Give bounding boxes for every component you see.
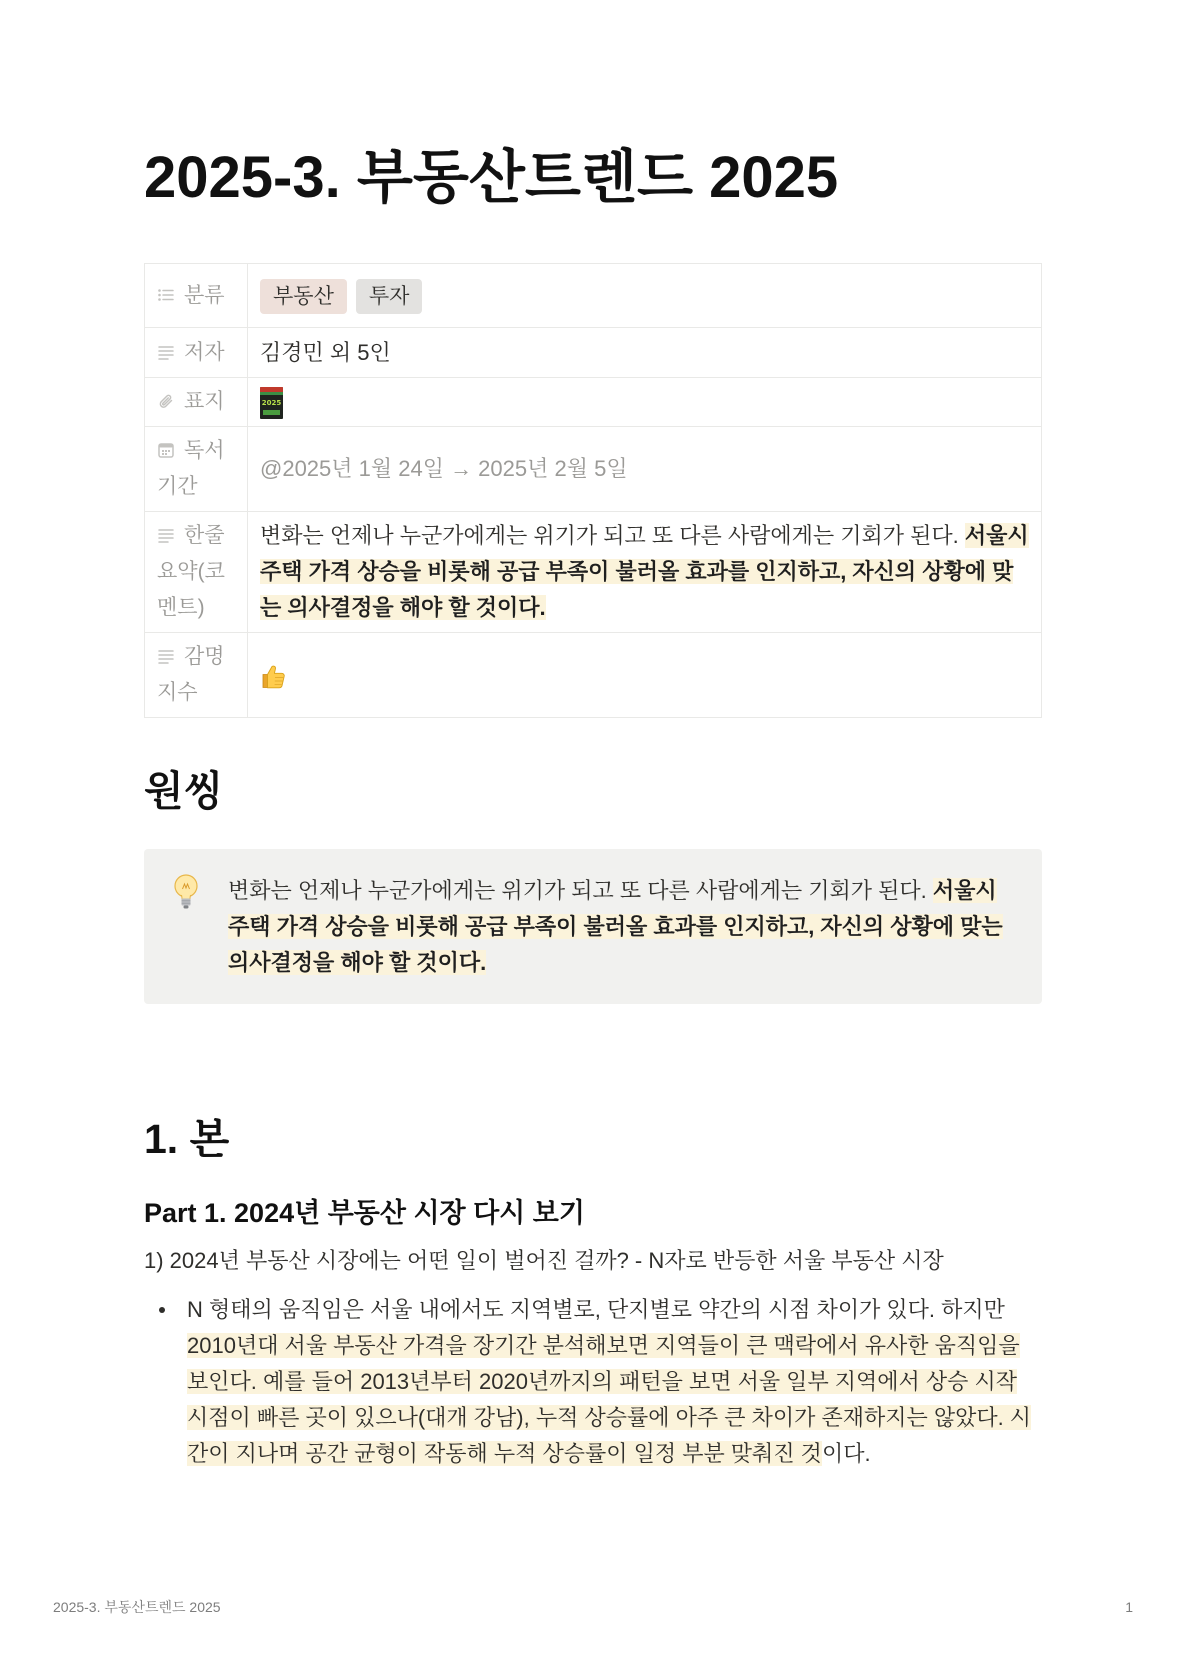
summary-plain-text: 변화는 언제나 누군가에게는 위기가 되고 또 다른 사람에게는 기회가 된다. [260,523,965,548]
question-paragraph: 1) 2024년 부동산 시장에는 어떤 일이 벌어진 걸까? - N자로 반등한 서울 부동산 시장 [144,1248,944,1273]
text-lines-icon [157,526,175,544]
footer-page-number: 1 [1125,1599,1133,1615]
one-thing-callout [144,849,1042,1004]
property-label-text: 표지 [184,390,225,413]
calendar-icon [157,441,175,459]
property-value-impression [248,633,1042,718]
text-lines-icon [157,647,175,665]
property-row-cover [145,378,1042,427]
text-lines-icon [157,343,175,361]
bullet-tail-text: 이다. [821,1441,871,1466]
one-thing-heading: 원씽 [144,768,224,814]
property-label-author [145,328,248,378]
cover-bottom-band [263,410,280,415]
tag-investment: 투자 [356,279,423,314]
property-label-reading-period [145,427,248,512]
bullet-plain-text: N 형태의 움직임은 서울 내에서도 지역별로, 단지별로 약간의 시점 차이가 있다. 하지만 [187,1297,1005,1322]
cover-lettering: 2025 [261,399,282,408]
property-label-text: 한줄 요약(코멘트) [157,524,225,619]
book-cover-thumbnail [260,387,283,419]
property-label-text: 저자 [184,340,225,364]
part-heading: Part 1. 2024년 부동산 시장 다시 보기 [144,1198,585,1228]
property-label-cover [145,378,248,427]
property-label-text: 분류 [184,283,225,307]
property-value-category [248,264,1042,328]
property-value-cover [248,378,1042,427]
property-value-summary [248,512,1042,633]
thumbs-up-icon [260,663,287,690]
bullet-list [144,1292,1042,1472]
property-row-reading-period [145,427,1042,512]
property-value-author: 김경민 외 5인 [248,328,1042,378]
property-value-reading-period: @2025년 1월 24일 → 2025년 2월 5일 [248,427,1042,512]
body-heading: 1. 본 [144,1116,230,1162]
summary-highlighted-text: 서울시 주택 가격 상승을 비롯해 공급 부족이 불러올 효과를 인지하고, 자신의 상황에 맞는 의사결정을 해야 할 것이다. [260,523,1029,620]
property-label-impression [145,633,248,718]
lightbulb-icon [172,873,200,911]
bullet-dot [159,1307,165,1313]
properties-table [144,263,1042,718]
tag-real-estate: 부동산 [260,279,347,314]
property-row-category [145,264,1042,328]
list-icon [157,286,175,304]
callout-plain-text: 변화는 언제나 누군가에게는 위기가 되고 또 다른 사람에게는 기회가 된다. [228,878,933,903]
cover-band-green [260,392,283,395]
footer-document-title: 2025-3. 부동산트렌드 2025 [53,1599,221,1615]
callout-highlighted-text: 서울시 주택 가격 상승을 비롯해 공급 부족이 불러올 효과를 인지하고, 자신의 상황에 맞는 의사결정을 해야 할 것이다. [228,878,1003,975]
property-label-text: 감명 지수 [157,645,225,704]
list-item [144,1292,1042,1472]
property-row-impression [145,633,1042,718]
paperclip-icon [157,392,175,410]
property-label-text: 독서 기간 [157,439,225,498]
property-row-author [145,328,1042,378]
page-title: 2025-3. 부동산트렌드 2025 [144,145,839,210]
page-content [144,143,1042,1472]
property-row-summary [145,512,1042,633]
property-label-category [145,264,248,328]
bullet-highlighted-text: 2010년대 서울 부동산 가격을 장기간 분석해보면 지역들이 큰 맥락에서 유사한 움직임을 보인다. 예를 들어 2013년부터 2020년까지의 패턴을 보면 서울 일부 지역에서 상승 시작 시점이 빠른 곳이 있으나(대개 강남), 누적 상승률에 아주 큰 차이가 존재하지는 않았다. 시간이 지나며 공간 균형이 작동해 누적 상승률이 일정 부분 맞춰진 것 [187,1333,1032,1466]
property-label-summary [145,512,248,633]
